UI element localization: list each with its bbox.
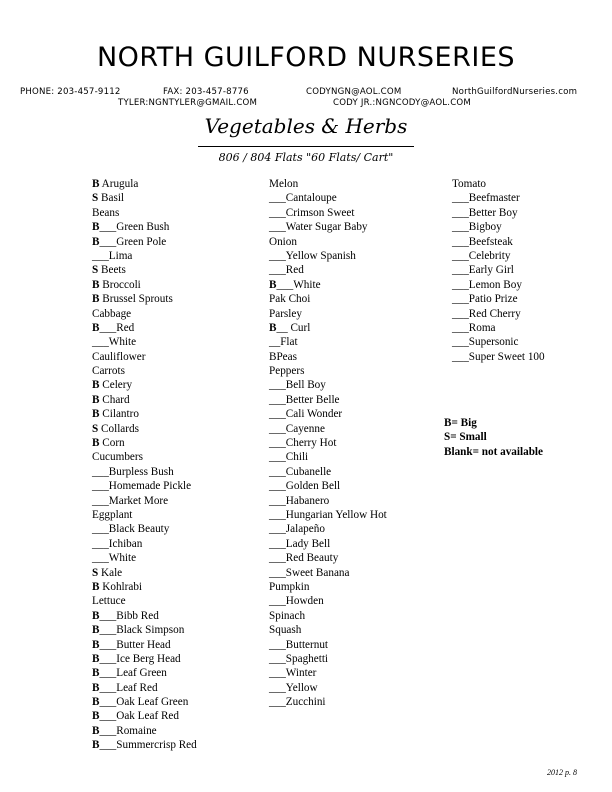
item-text: Celery	[99, 379, 133, 392]
list-item	[92, 263, 197, 277]
list-item	[92, 393, 197, 407]
item-text: Onion	[269, 235, 297, 248]
list-item	[269, 508, 387, 522]
email-main: CODYNGN@AOL.COM	[306, 87, 402, 97]
item-text: ___Summercrisp Red	[99, 739, 197, 752]
item-text: ___Early Girl	[452, 264, 514, 277]
list-item	[92, 321, 197, 335]
list-item	[92, 709, 197, 723]
item-text: ___Hungarian Yellow Hot	[269, 508, 387, 521]
item-text: ___Ice Berg Head	[99, 652, 181, 665]
list-item	[269, 321, 387, 335]
list-item	[269, 609, 387, 623]
availability-mark: B	[92, 667, 100, 680]
availability-mark: B	[92, 696, 100, 709]
list-item	[269, 522, 387, 536]
item-text: ___Yellow	[269, 681, 318, 694]
item-text: Squash	[269, 624, 302, 637]
legend	[444, 416, 543, 459]
availability-mark: B	[92, 681, 100, 694]
list-item	[452, 220, 545, 234]
item-text: ___Ichiban	[92, 537, 143, 550]
list-item	[92, 465, 197, 479]
list-item	[92, 695, 197, 709]
item-text: ___Green Pole	[99, 235, 167, 248]
list-item	[269, 465, 387, 479]
list-item	[269, 191, 387, 205]
item-text: ___Butter Head	[99, 638, 171, 651]
item-text: Corn	[99, 437, 125, 450]
item-text: ___Cherry Hot	[269, 437, 337, 450]
list-item	[92, 220, 197, 234]
item-text: Carrots	[92, 365, 125, 378]
item-text: ___White	[92, 336, 137, 349]
list-item	[269, 235, 387, 249]
item-text: ___Beefsteak	[452, 235, 513, 248]
item-text: ___Green Bush	[99, 221, 170, 234]
list-item	[269, 278, 387, 292]
item-text: ___Water Sugar Baby	[269, 221, 368, 234]
section-title-underline	[198, 146, 414, 147]
list-item	[92, 436, 197, 450]
item-text: Cabbage	[92, 307, 132, 320]
list-item	[92, 551, 197, 565]
list-item	[452, 292, 545, 306]
item-text: Pak Choi	[269, 293, 311, 306]
item-text: Collards	[98, 422, 139, 435]
item-text: ___Roma	[452, 321, 496, 334]
list-item	[92, 292, 197, 306]
list-item	[92, 652, 197, 666]
list-item	[269, 681, 387, 695]
list-item	[269, 537, 387, 551]
item-text: Basil	[98, 192, 125, 205]
item-text: ___Red	[269, 264, 304, 277]
list-item	[92, 450, 197, 464]
item-text: ___Leaf Red	[99, 681, 158, 694]
list-item	[269, 580, 387, 594]
list-item	[452, 249, 545, 263]
list-item	[269, 177, 387, 191]
item-text: ___Jalapeño	[269, 523, 325, 536]
list-item	[269, 551, 387, 565]
item-text: ___Black Beauty	[92, 523, 170, 536]
list-item	[269, 307, 387, 321]
list-item	[269, 652, 387, 666]
list-item	[92, 494, 197, 508]
item-text: ___Leaf Green	[99, 667, 167, 680]
item-text: ___Better Belle	[269, 393, 340, 406]
item-text: ___Celebrity	[452, 249, 511, 262]
column-1	[92, 177, 197, 753]
legend-blank: Blank= not available	[444, 445, 544, 458]
list-item	[92, 422, 197, 436]
availability-mark: B	[269, 278, 277, 291]
availability-mark: B	[92, 379, 100, 392]
list-item	[269, 594, 387, 608]
availability-mark: B	[92, 580, 100, 593]
legend-big: B= Big	[444, 417, 477, 429]
list-item	[269, 407, 387, 421]
list-item	[269, 249, 387, 263]
availability-mark: B	[92, 293, 100, 306]
item-text: ___Bell Boy	[269, 379, 326, 392]
list-item	[452, 350, 545, 364]
list-item	[269, 695, 387, 709]
item-text: ___Super Sweet 100	[452, 350, 545, 363]
item-text: ___Homemade Pickle	[92, 480, 192, 493]
list-item	[452, 263, 545, 277]
page-title: NORTH GUILFORD NURSERIES	[96, 42, 516, 73]
email-cody-jr: CODY JR.:NGNCODY@AOL.COM	[333, 98, 471, 108]
availability-mark: B	[92, 724, 100, 737]
list-item	[452, 335, 545, 349]
item-text: Parsley	[269, 307, 302, 320]
item-text: Kohlrabi	[99, 580, 143, 593]
list-item	[92, 307, 197, 321]
availability-mark: B	[92, 710, 100, 723]
availability-mark: S	[92, 264, 99, 277]
availability-mark: B	[92, 321, 100, 334]
item-text: ___Golden Bell	[269, 480, 341, 493]
item-text: ___Patio Prize	[452, 293, 518, 306]
item-text: Arugula	[99, 178, 139, 190]
item-text: ___Chili	[269, 451, 309, 464]
item-text: ___Better Boy	[452, 206, 518, 219]
list-item	[92, 537, 197, 551]
item-text: ___Romaine	[99, 724, 157, 737]
item-text: Brussel Sprouts	[99, 293, 173, 306]
availability-mark: B	[92, 624, 100, 637]
item-text: ___Cantaloupe	[269, 192, 337, 205]
list-item	[92, 609, 197, 623]
list-item	[92, 681, 197, 695]
availability-mark: S	[92, 566, 99, 579]
item-text: ___Lima	[92, 249, 133, 262]
column-3	[452, 177, 545, 364]
item-text: Melon	[269, 178, 299, 190]
item-text: ___Lemon Boy	[452, 278, 522, 291]
list-item	[269, 364, 387, 378]
list-item	[269, 638, 387, 652]
item-text: ___Beefmaster	[452, 192, 520, 205]
item-text: ___Oak Leaf Red	[99, 710, 179, 723]
item-text: ___Red	[99, 321, 135, 334]
list-item	[269, 206, 387, 220]
availability-mark: B	[92, 739, 100, 752]
flats-info: 806 / 804 Flats "60 Flats/ Cart"	[218, 151, 394, 164]
item-text: __Flat	[269, 336, 298, 349]
item-text: ___Bigboy	[452, 221, 502, 234]
list-item	[452, 278, 545, 292]
list-item	[269, 450, 387, 464]
email-tyler: TYLER:NGNTYLER@GMAIL.COM	[118, 98, 258, 108]
item-text: ___Red Beauty	[269, 552, 339, 565]
list-item	[92, 364, 197, 378]
item-text: ___Supersonic	[452, 336, 519, 349]
availability-mark: B	[92, 638, 100, 651]
item-text: ___Yellow Spanish	[269, 249, 356, 262]
list-item	[92, 378, 197, 392]
list-item	[269, 393, 387, 407]
list-item	[269, 623, 387, 637]
column-2	[269, 177, 387, 709]
item-text: ___Winter	[269, 667, 317, 680]
item-text: ___Butternut	[269, 638, 329, 651]
list-item	[92, 278, 197, 292]
list-item	[269, 263, 387, 277]
legend-small: S= Small	[444, 431, 487, 444]
availability-mark: B	[92, 652, 100, 665]
availability-mark: B	[92, 278, 100, 291]
list-item	[269, 566, 387, 580]
list-item	[92, 335, 197, 349]
item-text: ___Oak Leaf Green	[99, 696, 189, 709]
list-item	[92, 638, 197, 652]
list-item	[269, 666, 387, 680]
item-text: ___Howden	[269, 595, 324, 608]
list-item	[269, 479, 387, 493]
list-item	[269, 335, 387, 349]
list-item	[452, 177, 545, 191]
item-text: ___Sweet Banana	[269, 566, 350, 579]
item-text: Pumpkin	[269, 580, 310, 593]
item-text: Kale	[98, 566, 123, 579]
item-text: Eggplant	[92, 508, 133, 521]
availability-mark: B	[269, 321, 277, 334]
availability-mark: B	[92, 408, 100, 421]
list-item	[269, 494, 387, 508]
availability-mark: B	[92, 437, 100, 450]
list-item	[92, 508, 197, 522]
section-title: Vegetables & Herbs	[204, 114, 408, 138]
item-text: ___Market More	[92, 494, 169, 507]
list-item	[92, 479, 197, 493]
list-item	[92, 594, 197, 608]
availability-mark: B	[92, 393, 100, 406]
item-text: ___Spaghetti	[269, 652, 329, 665]
list-item	[92, 177, 197, 191]
website: NorthGuilfordNurseries.com	[452, 87, 578, 97]
item-text: ___Cayenne	[269, 422, 325, 435]
list-item	[269, 292, 387, 306]
list-item	[92, 580, 197, 594]
list-item	[269, 350, 387, 364]
phone-number: PHONE: 203-457-9112	[20, 87, 121, 97]
item-text: ___Black Simpson	[99, 624, 185, 637]
fax-number: FAX: 203-457-8776	[163, 87, 249, 97]
item-text: Beets	[98, 264, 126, 277]
list-item	[452, 206, 545, 220]
item-text: Lettuce	[92, 595, 126, 608]
item-text: ___Zucchini	[269, 696, 326, 709]
item-text: Cucumbers	[92, 451, 143, 464]
item-text: Cilantro	[99, 408, 139, 421]
item-text: ___Cali Wonder	[269, 408, 343, 421]
list-item	[269, 436, 387, 450]
list-item	[92, 738, 197, 752]
list-item	[269, 220, 387, 234]
list-item	[92, 235, 197, 249]
list-item	[452, 321, 545, 335]
availability-mark: B	[92, 609, 100, 622]
list-item	[452, 307, 545, 321]
item-text: BPeas	[269, 350, 297, 363]
item-text: Broccoli	[99, 278, 141, 291]
item-text: Spinach	[269, 609, 306, 622]
item-text: Cauliflower	[92, 350, 146, 363]
list-item	[452, 191, 545, 205]
item-text: ___Cubanelle	[269, 465, 332, 478]
availability-mark: B	[92, 178, 100, 190]
item-text: Beans	[92, 206, 120, 219]
list-item	[92, 249, 197, 263]
availability-mark: B	[92, 221, 100, 234]
availability-mark: S	[92, 422, 99, 435]
item-text: ___Habanero	[269, 494, 330, 507]
list-item	[269, 378, 387, 392]
item-text: ___White	[276, 278, 321, 291]
item-text: ___Burpless Bush	[92, 465, 174, 478]
availability-mark: B	[92, 235, 100, 248]
item-text: ___Crimson Sweet	[269, 206, 355, 219]
list-item	[92, 623, 197, 637]
item-text: __ Curl	[276, 321, 311, 334]
list-item	[92, 191, 197, 205]
list-item	[92, 350, 197, 364]
item-text: ___White	[92, 552, 137, 565]
availability-mark: S	[92, 192, 99, 205]
list-item	[92, 666, 197, 680]
item-text: Chard	[99, 393, 130, 406]
item-text: Peppers	[269, 365, 305, 378]
page-footer: 2012 p. 8	[547, 768, 577, 777]
list-item	[92, 724, 197, 738]
list-item	[92, 522, 197, 536]
list-item	[269, 422, 387, 436]
list-item	[92, 407, 197, 421]
list-item	[92, 206, 197, 220]
list-item	[452, 235, 545, 249]
item-text: ___Lady Bell	[269, 537, 331, 550]
item-text: ___Red Cherry	[452, 307, 521, 320]
list-item	[92, 566, 197, 580]
item-text: ___Bibb Red	[99, 609, 159, 622]
item-text: Tomato	[452, 178, 487, 190]
